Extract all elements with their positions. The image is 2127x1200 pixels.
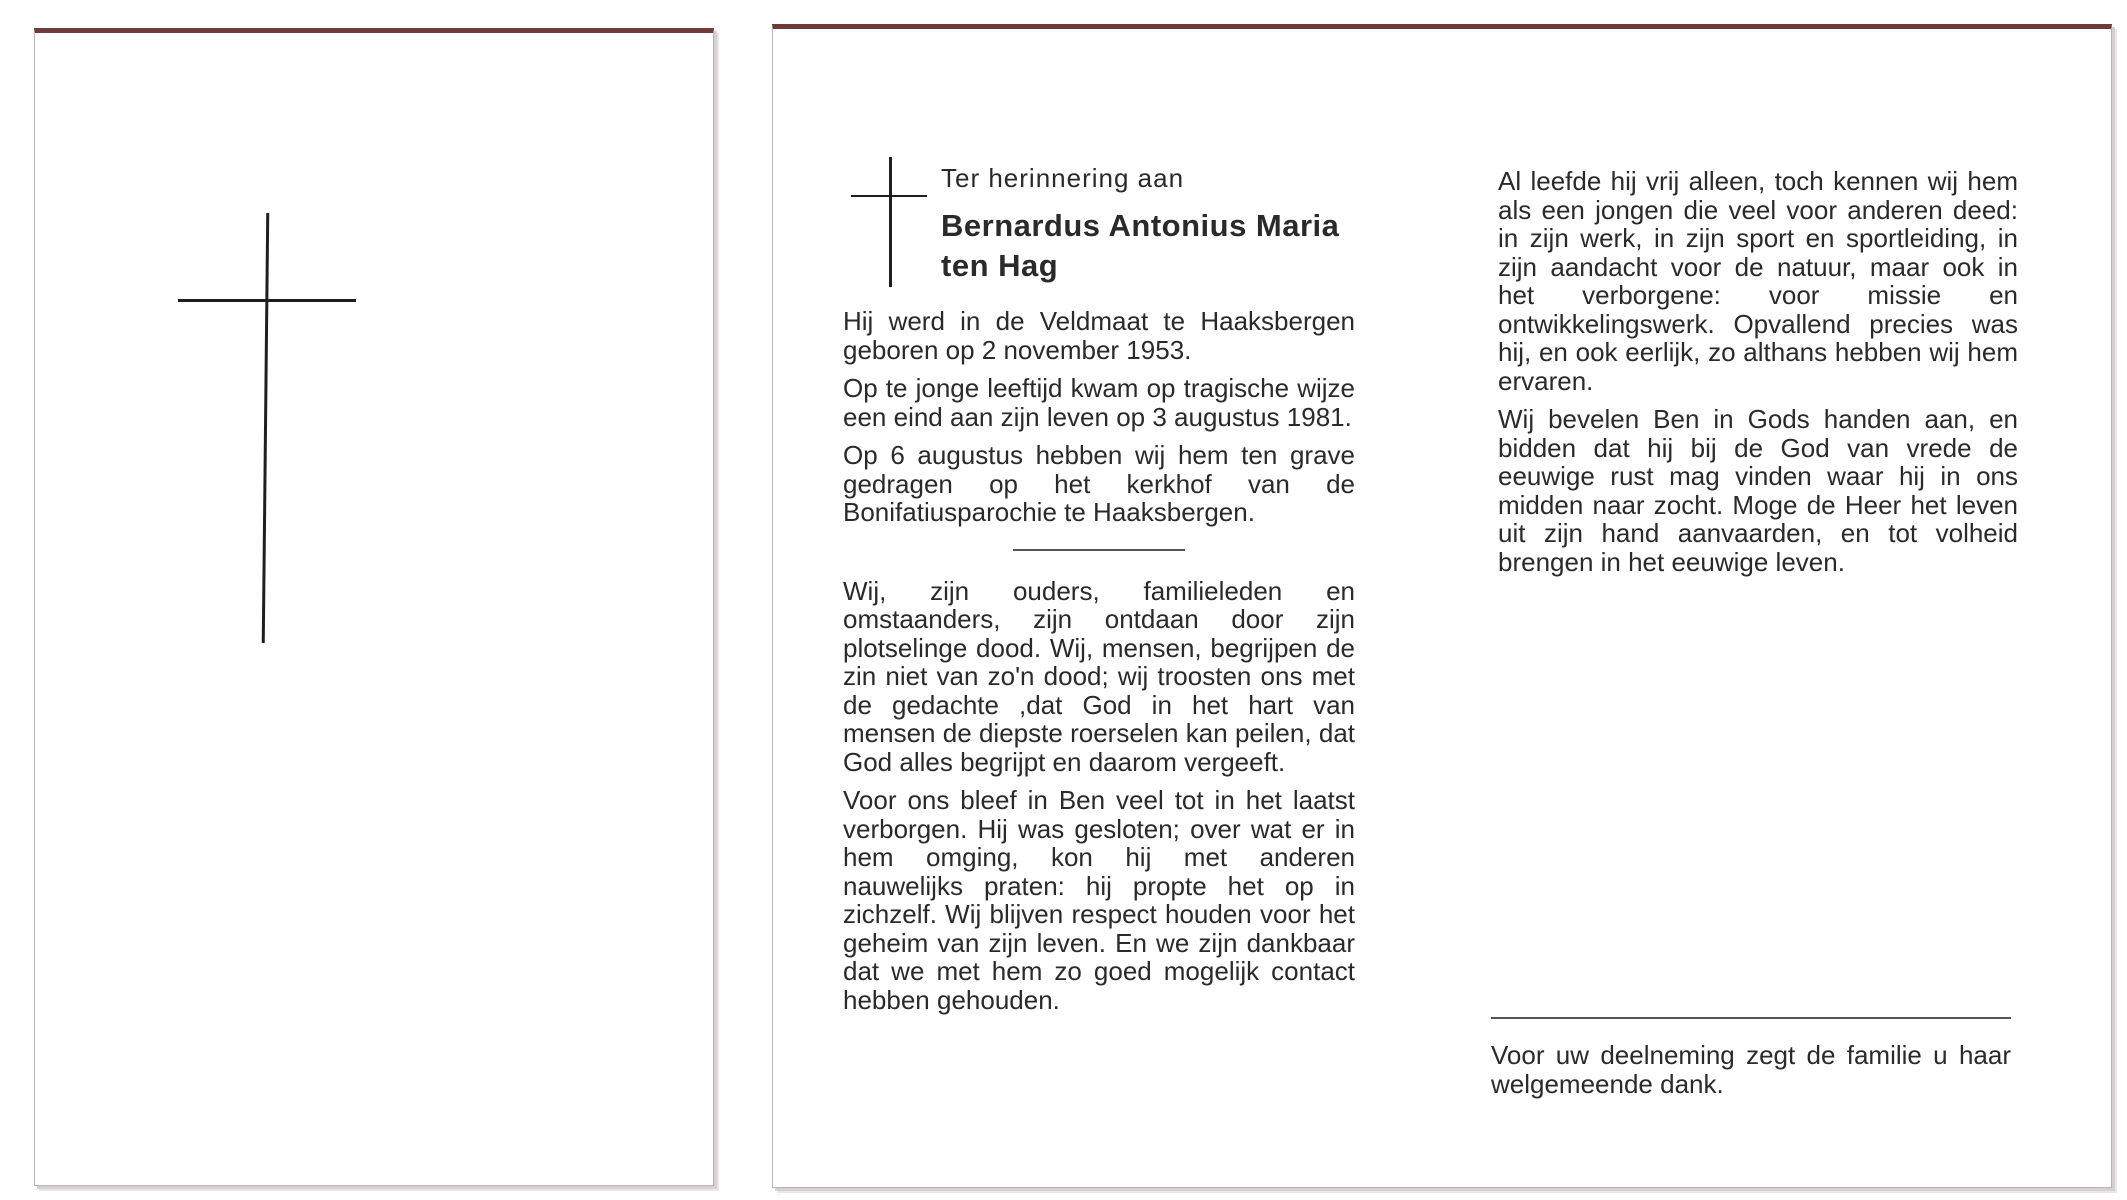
thanks-text: Voor uw deelneming zegt de familie u haar welgemeende dank. <box>1491 1040 2011 1099</box>
cross-icon-vertical <box>262 213 270 643</box>
grief-paragraph: Wij, zijn ouders, familieleden en omstaanders, zijn ontdaan door zijn plotselinge dood. Wij, mensen, begrijpen de zin niet van zo'n dood; wij troosten ons met de gedachte ,dat God in het hart van mensen de diepste roerselen kan peilen, dat God alles begrijpt en daarom vergeeft. <box>843 575 1355 777</box>
death-paragraph: Op te jonge leeftijd kwam op tragische wijze een eind aan zijn leven op 3 augustus 1981. <box>843 373 1355 432</box>
prayer-paragraph: Wij bevelen Ben in Gods handen aan, en bidden dat hij bij de God van vrede de eeuwige rust mag vinden waar hij in ons midden naar zocht. Moge de Heer het leven uit zijn hand aanvaarden, en tot volheid brengen in het eeuwige leven. <box>1498 404 2018 577</box>
inner-card <box>772 24 2112 1188</box>
intro-label: Ter herinnering aan <box>941 163 1185 193</box>
character-paragraph: Voor ons bleef in Ben veel tot in het laatst verborgen. Hij was gesloten; over wat er in hem omging, kon hij met anderen nauwelijks praten: hij propte het op in zichzelf. Wij blijven respect houden voor het geheim van zijn leven. En we zijn dankbaar dat we met hem zo goed mogelijk contact hebben gehouden. <box>843 785 1355 1015</box>
life-paragraph: Al leefde hij vrij alleen, toch kennen wij hem als een jongen die veel voor anderen deed: in zijn werk, in zijn sport en sportleiding, in zijn aandacht voor de natuur, maar ook in het verborgene: voor missie en ontwikkelingswerk. Opvallend precies was hij, en ook eerlijk, zo althans hebben wij hem ervaren. <box>1498 166 2018 396</box>
birth-paragraph: Hij werd in de Veldmaat te Haaksbergen geboren op 2 november 1953. <box>843 306 1355 365</box>
thanks-divider <box>1491 1017 2011 1019</box>
small-cross-icon <box>851 157 931 287</box>
cross-icon-horizontal <box>178 299 356 302</box>
section-divider <box>1013 549 1185 551</box>
cover-card <box>34 28 714 1186</box>
intro-block <box>941 163 1381 286</box>
left-text-column <box>843 307 1355 1024</box>
right-text-column <box>1498 167 2018 586</box>
burial-paragraph: Op 6 augustus hebben wij hem ten grave gedragen op het kerkhof van de Bonifatiusparochie te Haaksbergen. <box>843 440 1355 527</box>
deceased-name: Bernardus Antonius Maria ten Hag <box>941 208 1340 283</box>
